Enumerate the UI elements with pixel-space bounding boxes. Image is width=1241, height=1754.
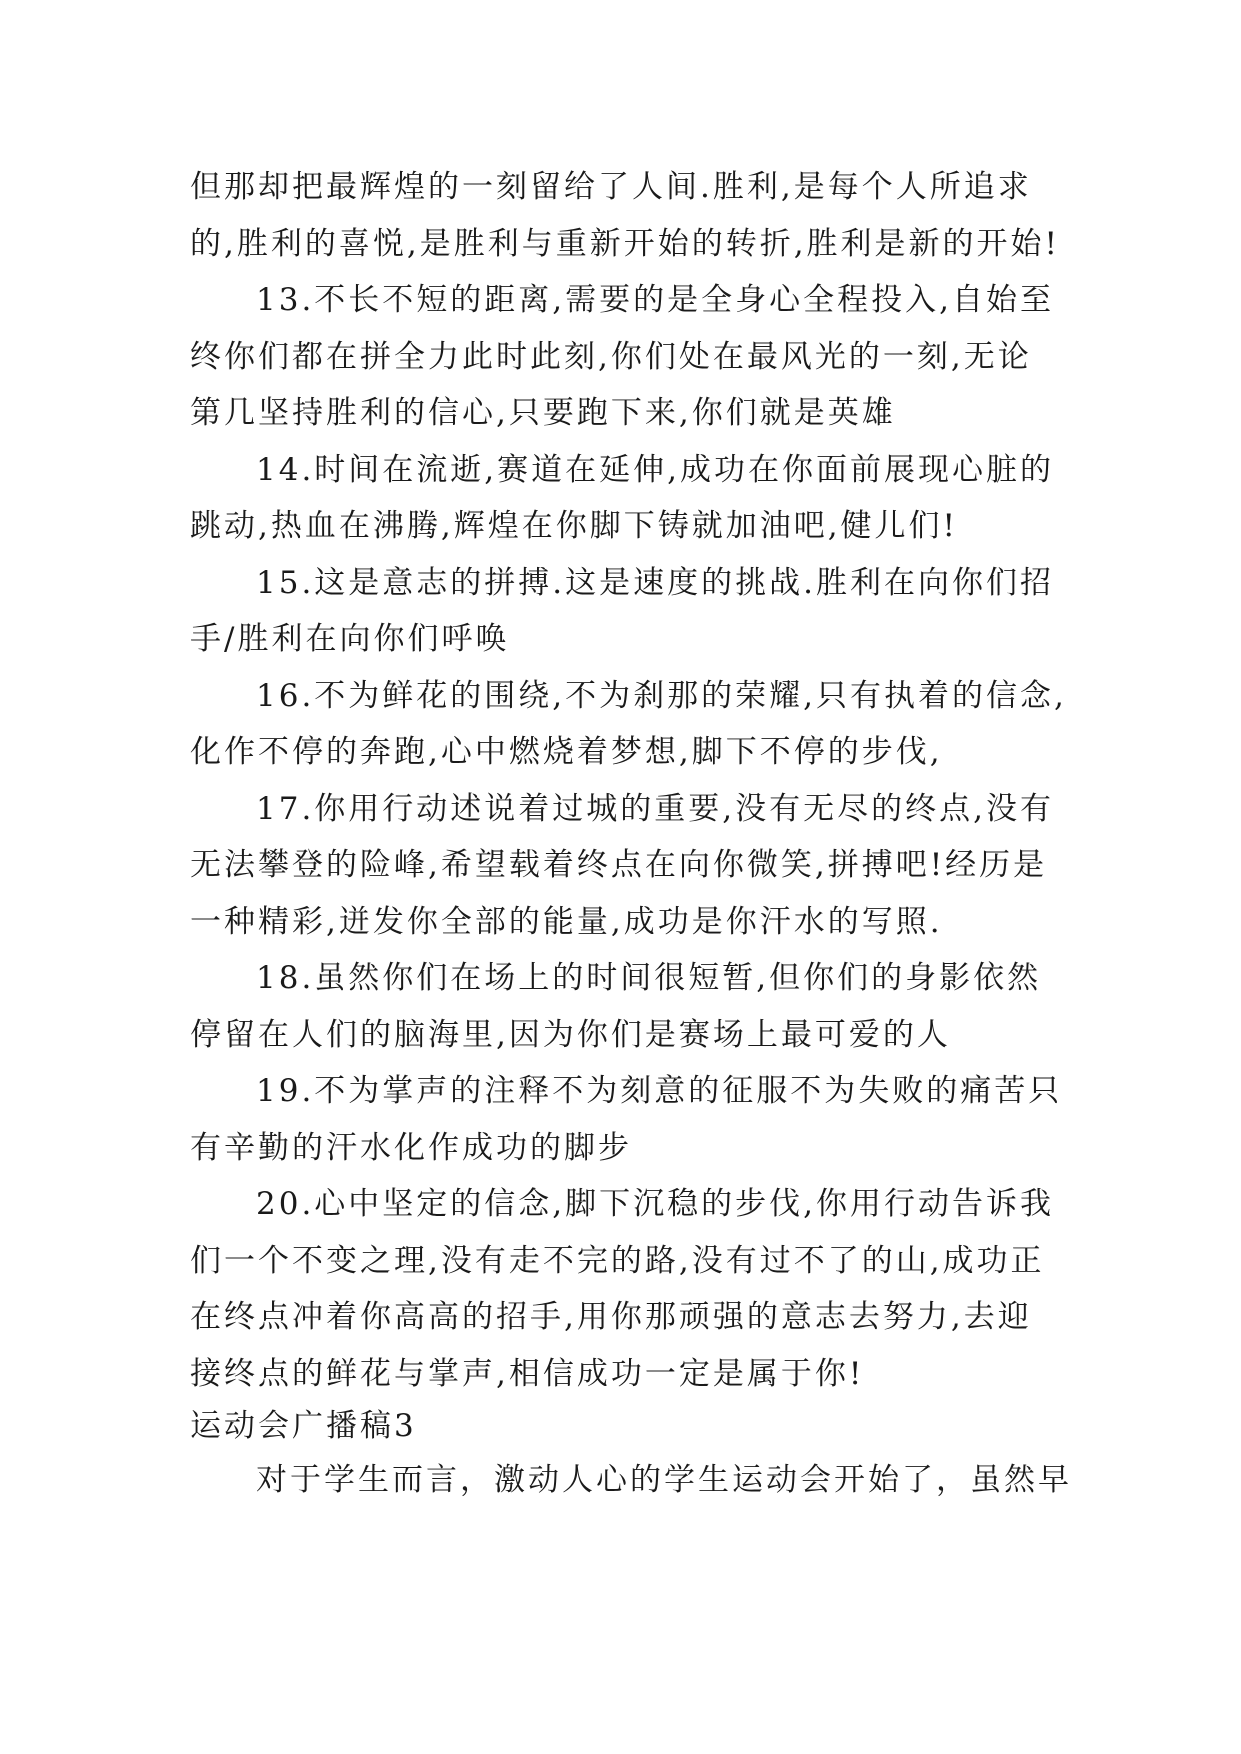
text-line: 在终点冲着你高高的招手,用你那顽强的意志去努力,去迎 (190, 1299, 1032, 1335)
text-line: 第几坚持胜利的信心,只要跑下来,你们就是英雄 (190, 395, 896, 431)
text-line: 14.时间在流逝,赛道在延伸,成功在你面前展现心脏的 (256, 451, 1055, 488)
text-line: 对于学生而言，激动人心的学生运动会开始了，虽然早 (256, 1462, 1072, 1498)
text-line: 一种精彩,迸发你全部的能量,成功是你汗水的写照. (190, 903, 943, 940)
text-line: 的,胜利的喜悦,是胜利与重新开始的转折,胜利是新的开始! (190, 225, 1061, 262)
text-line: 20.心中坚定的信念,脚下沉稳的步伐,你用行动告诉我 (256, 1186, 1055, 1222)
text-line: 13.不长不短的距离,需要的是全身心全程投入,自始至 (256, 282, 1055, 318)
text-line: 终你们都在拼全力此时此刻,你们处在最风光的一刻,无论 (190, 338, 1032, 375)
text-line: 无法攀登的险峰,希望载着终点在向你微笑,拼搏吧!经历是 (190, 847, 1048, 883)
text-line: 17.你用行动述说着过城的重要,没有无尽的终点,没有 (256, 790, 1055, 827)
text-line: 18.虽然你们在场上的时间很短暂,但你们的身影依然 (256, 960, 1042, 996)
document-body (190, 159, 1072, 1510)
text-line: 有辛勤的汗水化作成功的脚步 (190, 1129, 632, 1166)
text-line: 接终点的鲜花与掌声,相信成功一定是属于你! (190, 1355, 865, 1392)
text-line: 们一个不变之理,没有走不完的路,没有过不了的山,成功正 (190, 1242, 1045, 1279)
text-line: 19.不为掌声的注释不为刻意的征服不为失败的痛苦只 (256, 1073, 1063, 1109)
text-line: 但那却把最辉煌的一刻留给了人间.胜利,是每个人所追求 (190, 169, 1032, 205)
text-line: 化作不停的奔跑,心中燃烧着梦想,脚下不停的步伐, (190, 734, 943, 770)
section-heading: 运动会广播稿3 (190, 1408, 417, 1444)
text-line: 15.这是意志的拼搏.这是速度的挑战.胜利在向你们招 (256, 564, 1055, 601)
text-line: 16.不为鲜花的围绕,不为刹那的荣耀,只有执着的信念, (256, 677, 1067, 714)
text-line: 手/胜利在向你们呼唤 (190, 621, 510, 657)
text-line: 跳动,热血在沸腾,辉煌在你脚下铸就加油吧,健儿们! (190, 508, 959, 544)
text-line: 停留在人们的脑海里,因为你们是赛场上最可爱的人 (190, 1016, 951, 1053)
